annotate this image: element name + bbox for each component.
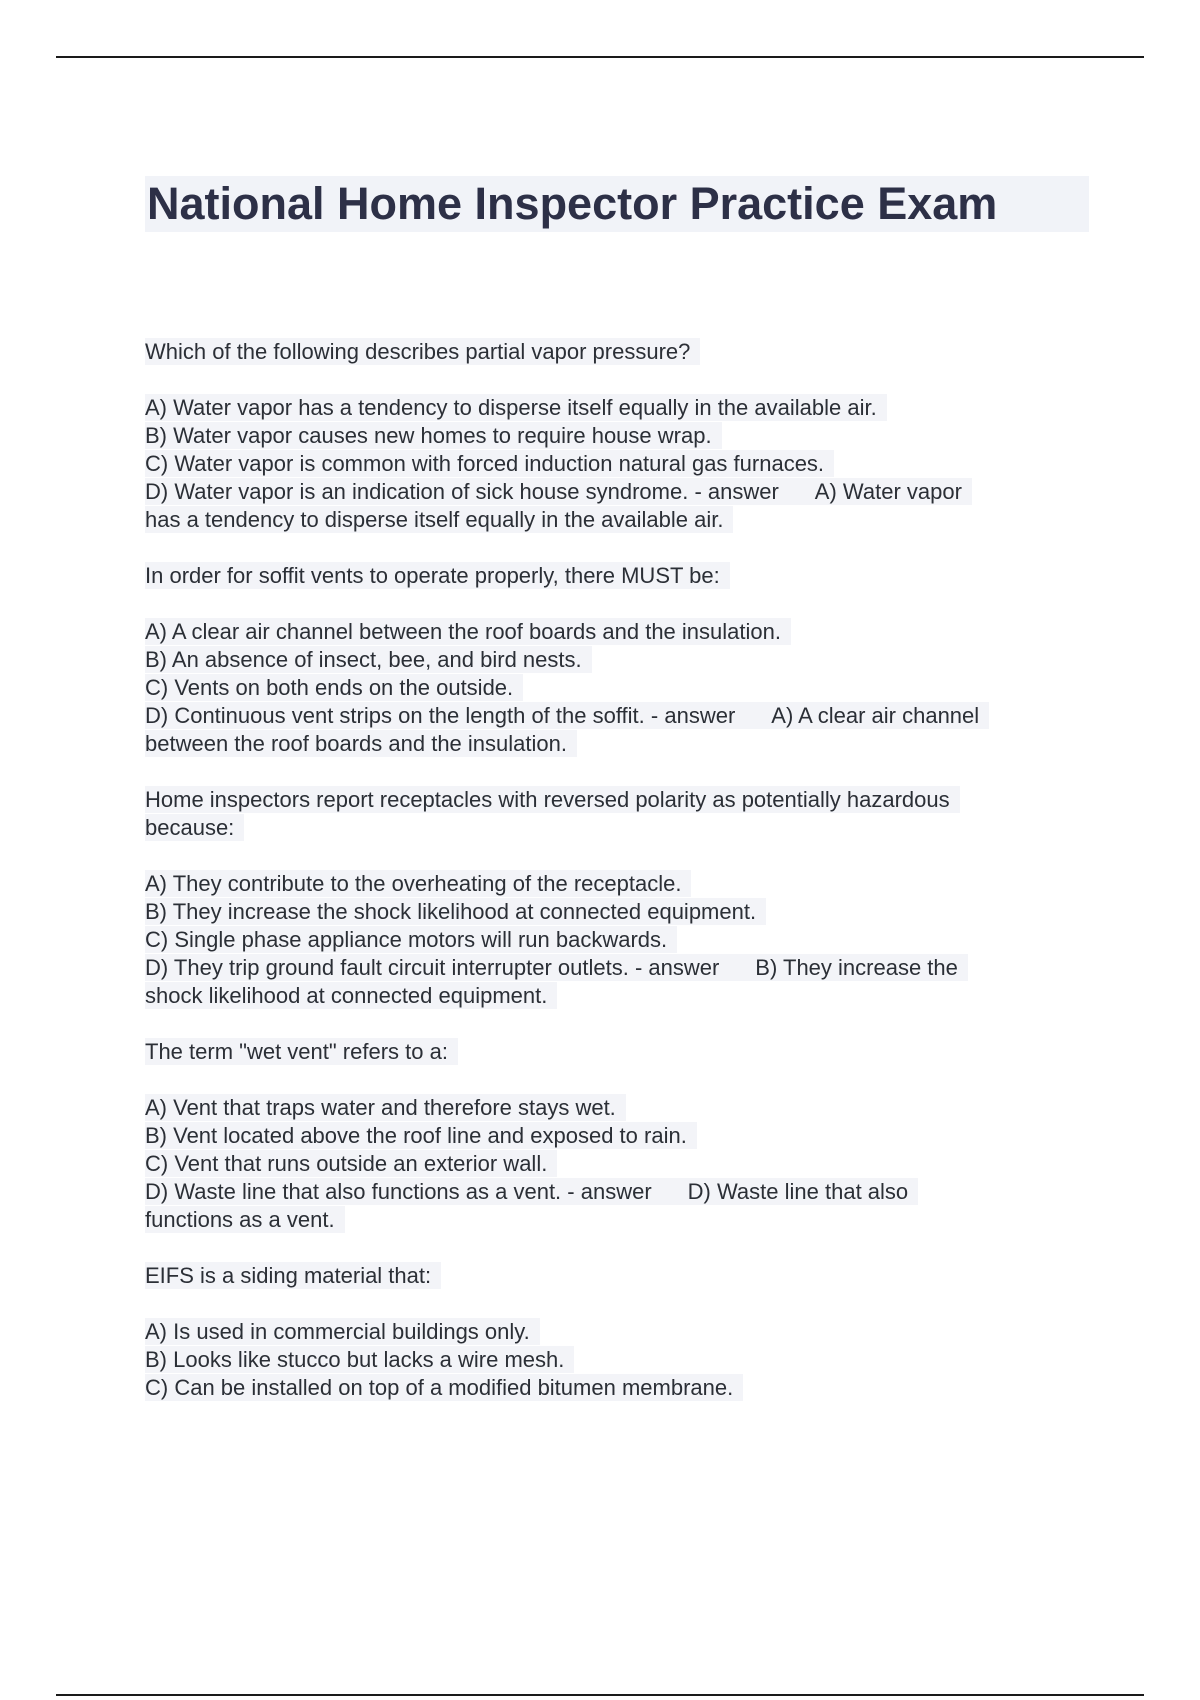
question-text: The term "wet vent" refers to a:	[145, 1038, 458, 1065]
question-3-prompt	[145, 786, 1085, 842]
option-c: C) Vents on both ends on the outside.	[145, 674, 523, 701]
option-c: C) Vent that runs outside an exterior wall.	[145, 1150, 557, 1177]
question-2-prompt	[145, 562, 1085, 590]
answer-text-continued: has a tendency to disperse itself equally in the available air.	[145, 506, 733, 533]
option-b: B) Water vapor causes new homes to require house wrap.	[145, 422, 722, 449]
option-c: C) Can be installed on top of a modified bitumen membrane.	[145, 1374, 743, 1401]
answer-text: A) Water vapor	[814, 479, 962, 504]
answer-marker: - answer	[567, 1179, 652, 1204]
answer-marker: - answer	[650, 703, 736, 728]
page-title: National Home Inspector Practice Exam	[145, 176, 1089, 232]
question-3-options	[145, 870, 1085, 1010]
question-5-prompt	[145, 1262, 1085, 1290]
option-b: B) Vent located above the roof line and exposed to rain.	[145, 1122, 697, 1149]
answer-text: B) They increase the	[755, 955, 958, 980]
option-c: C) Water vapor is common with forced induction natural gas furnaces.	[145, 450, 834, 477]
option-d: D) They trip ground fault circuit interrupter outlets.	[145, 955, 629, 980]
question-text: Which of the following describes partial vapor pressure?	[145, 338, 700, 365]
question-1-options	[145, 394, 1085, 534]
answer-text: A) A clear air channel	[771, 703, 980, 728]
question-text: Home inspectors report receptacles with reversed polarity as potentially hazardous	[145, 786, 960, 813]
question-4-options	[145, 1094, 1085, 1234]
question-4-prompt	[145, 1038, 1085, 1066]
header-rule	[56, 56, 1144, 58]
option-d: D) Waste line that also functions as a vent.	[145, 1179, 562, 1204]
exam-content	[145, 338, 1085, 1430]
question-text: In order for soffit vents to operate properly, there MUST be:	[145, 562, 730, 589]
option-b: B) They increase the shock likelihood at connected equipment.	[145, 898, 766, 925]
question-text-continued: because:	[145, 814, 244, 841]
answer-text-continued: shock likelihood at connected equipment.	[145, 982, 557, 1009]
answer-marker: - answer	[694, 479, 779, 504]
option-c: C) Single phase appliance motors will run backwards.	[145, 926, 677, 953]
option-b: B) An absence of insect, bee, and bird nests.	[145, 646, 592, 673]
answer-marker: - answer	[634, 955, 720, 980]
answer-text-continued: functions as a vent.	[145, 1206, 345, 1233]
footer-rule	[56, 1694, 1144, 1696]
question-5-options	[145, 1318, 1085, 1402]
option-a: A) Is used in commercial buildings only.	[145, 1318, 540, 1345]
question-2-options	[145, 618, 1085, 758]
answer-text-continued: between the roof boards and the insulation.	[145, 730, 577, 757]
option-a: A) Water vapor has a tendency to disperse itself equally in the available air.	[145, 394, 887, 421]
question-text: EIFS is a siding material that:	[145, 1262, 441, 1289]
option-a: A) A clear air channel between the roof boards and the insulation.	[145, 618, 791, 645]
option-b: B) Looks like stucco but lacks a wire mesh.	[145, 1346, 574, 1373]
option-d: D) Water vapor is an indication of sick house syndrome.	[145, 479, 689, 504]
answer-text: D) Waste line that also	[687, 1179, 909, 1204]
option-a: A) Vent that traps water and therefore stays wet.	[145, 1094, 626, 1121]
option-a: A) They contribute to the overheating of the receptacle.	[145, 870, 691, 897]
option-d: D) Continuous vent strips on the length of the soffit.	[145, 703, 645, 728]
question-1-prompt	[145, 338, 1085, 366]
